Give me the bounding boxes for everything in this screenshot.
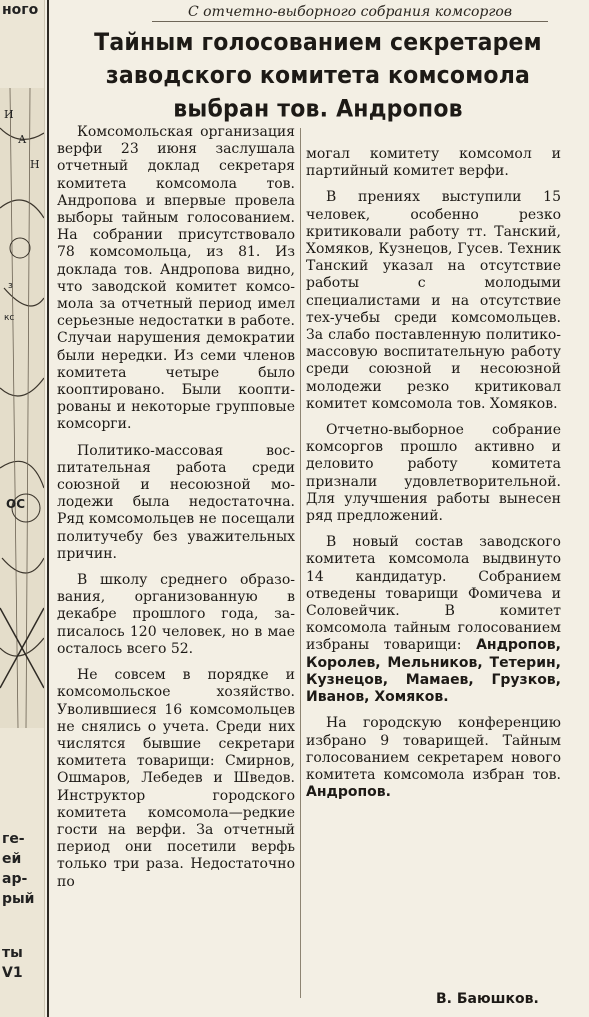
fragment-top-word: ного — [2, 2, 39, 18]
adjacent-column-fragment — [0, 0, 45, 1017]
fragment-line: ты — [2, 945, 23, 961]
article-paragraph — [306, 534, 561, 706]
map-letter: кс — [4, 313, 15, 323]
fragment-line: рый — [2, 891, 35, 907]
article-column-right — [306, 146, 561, 810]
fragment-line: V1 — [2, 965, 23, 981]
secretary-name: Андропов. — [306, 784, 391, 801]
map-illustration-fragment — [0, 88, 44, 728]
article-paragraph: Отчетно-выборное собрание комсоргов прошло активно и деловито работу комитета признали удовлетворительной. Для улучшения работы вынесен ряд предложений. — [306, 422, 561, 525]
map-letter: ОС — [6, 497, 26, 511]
map-letter: Н — [30, 158, 40, 171]
fragment-line: ар- — [2, 871, 28, 887]
article-paragraph: В школу среднего образования, организованную в декабре прошлого года, записалось 120 человек, но в мае осталось всего 52. — [57, 572, 295, 657]
article-paragraph: Не совсем в порядке и комсомольское хозяйство. Уволившиеся 16 комсомольцев не снялись о учета. Среди них числятся бывшие секретари комитета товарищи: Смирнов, Ошмаров, Лебедев и Шведов. Инструктор городского комитета комсомола—редкие гости на верфи. За отчетный период они посетили верфь только три раза. Недостаточно по — [57, 667, 295, 890]
paragraph-text: В новый состав заводского комитета комсомола выдвинуто 14 кандидатур. Собранием отведены товарищи Фомичева и Соловейчик. В комитет комсомола тайным голосованием избраны товарищи: — [306, 534, 561, 654]
article-column-left — [57, 124, 295, 900]
article-paragraph-continuation: могал комитету комсомол и партийный комитет верфи. — [306, 146, 561, 180]
article-paragraph: Комсомольская организация верфи 23 июня заслушала отчетный доклад секретаря комитета комсомола тов. Андропова и впервые провела выборы тайным голосованием. На собрании присутствовало 78 комсомольца, из 81. Из доклада тов. Андропова видно, что заводской комитет комсомола за отчетный период имел серьезные недостатки в работе. Случаи нарушения демократии были нередки. Из семи членов комитета четыре было кооптировано. Были кооптированы и некоторые групповые комсорги. — [57, 124, 295, 433]
elected-names: Андропов, Королев, Мельников, Тетерин, Кузнецов, Мамаев, Грузков, Иванов, Хомяков. — [306, 637, 561, 706]
article-signature: В. Баюшков. — [436, 991, 539, 1007]
article-headline: Тайным голосованием секретарем заводского комитета комсомола выбран тов. Андропов — [94, 29, 542, 124]
column-rule — [300, 128, 301, 998]
map-letter: з — [8, 281, 13, 291]
fragment-line: ге- — [2, 831, 25, 847]
article-paragraph — [306, 715, 561, 801]
article-paragraph: Политико-массовая воспитательная работа среди союзной и несоюзной молодежи была недостаточна. Ряд комсомольцев не посещали политучебу без уважительных причин. — [57, 442, 295, 562]
paragraph-text: На городскую конференцию избрано 9 товарищей. Тайным голосованием секретарем нового комитета комсомола избран тов. — [306, 715, 561, 783]
map-letter: А — [18, 133, 27, 146]
map-letter: И — [4, 108, 14, 121]
article-kicker: С отчетно-выборного собрания комсоргов — [152, 3, 548, 22]
article-paragraph: В прениях выступили 15 человек, особенно резко критиковали работу тт. Танский, Хомяков, Кузнецов, Гусев. Техник Танский указал на отсутствие работы с молодыми специалистами и на отсутствие тех-учебы среди комсомольцев. За слабо поставленную политико-массовую воспитательную работу среди союзной и несоюзной молодежи резко критиковал комитет комсомола тов. Хомяков. — [306, 189, 561, 412]
column-divider — [47, 0, 49, 1017]
fragment-line: ей — [2, 851, 22, 867]
